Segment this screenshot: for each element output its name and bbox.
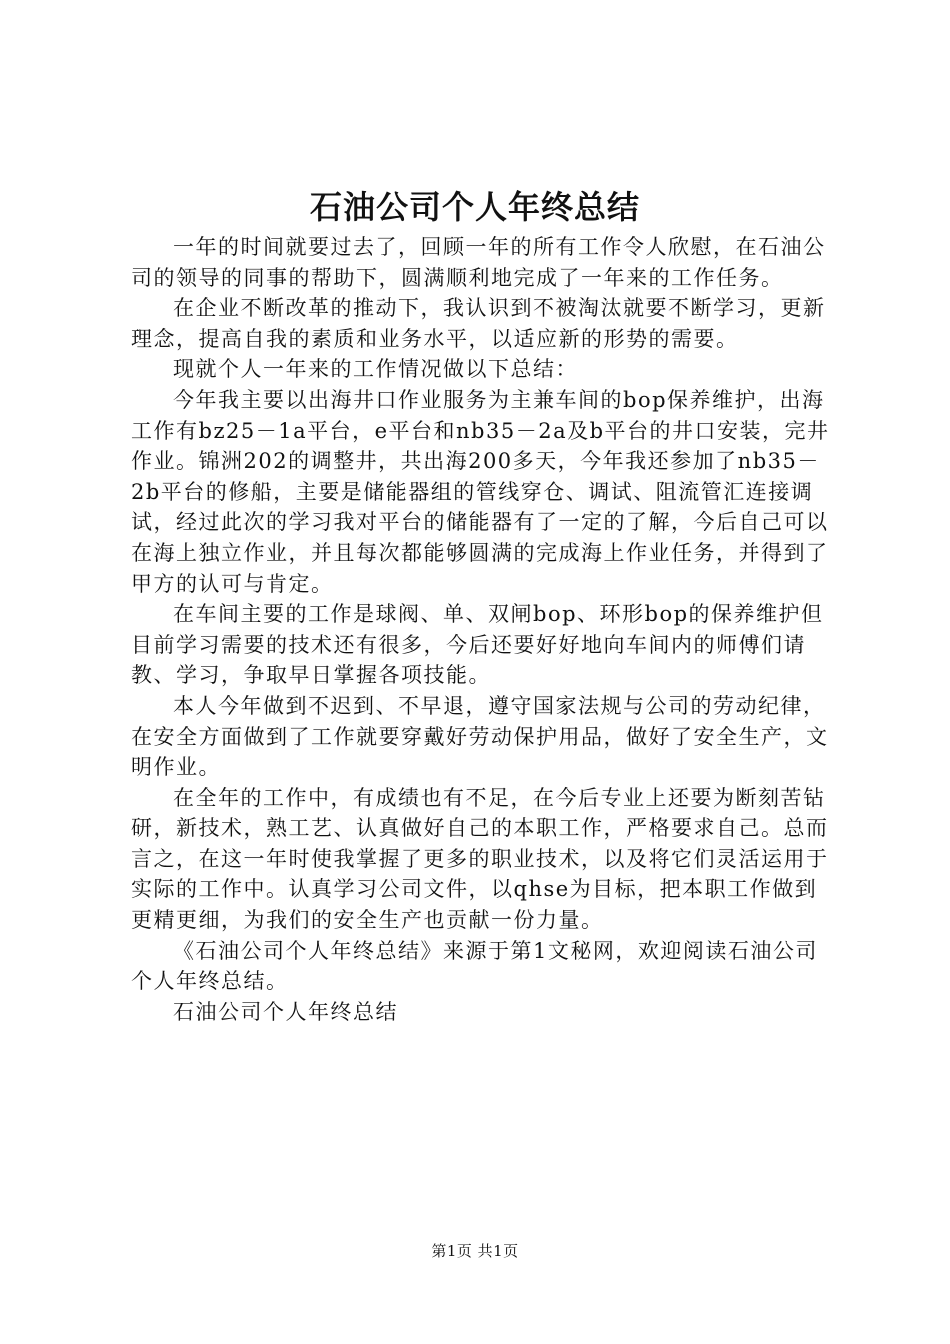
paragraph-6: 本人今年做到不迟到、不早退，遵守国家法规与公司的劳动纪律，在安全方面做到了工作就要穿戴好劳动保护用品，做好了安全生产，文明作业。 (131, 693, 829, 780)
document-body (131, 232, 837, 1027)
paragraph-5: 在车间主要的工作是球阀、单、双闸bop、环形bop的保养维护但目前学习需要的技术还有很多，今后还要好好地向车间内的师傅们请教、学习，争取早日掌握各项技能。 (131, 602, 824, 688)
page-number-footer: 第1页 共1页 (431, 1242, 519, 1260)
paragraph-4: 今年我主要以出海井口作业服务为主兼车间的bop保养维护，出海工作有bz25－1a平台，e平台和nb35－2a及b平台的井口安装，完井作业。锦洲202的调整井，共出海200多天，今年我还参加了nb35－2b平台的修船，主要是储能器组的管线穿仓、调试、阻流管汇连接调试，经过此次的学习我对平台的储能器有了一定的了解，今后自己可以在海上独立作业，并且每次都能够圆满的完成海上作业任务，并得到了甲方的认可与肯定。 (131, 387, 830, 596)
paragraph-3: 现就个人一年来的工作情况做以下总结： (173, 357, 578, 382)
paragraph-7: 在全年的工作中，有成绩也有不足，在今后专业上还要为断刻苦钻研，新技术，熟工艺、认真做好自己的本职工作，严格要求自己。总而言之，在这一年时使我掌握了更多的职业技术，以及将它们灵活运用于实际的工作中。认真学习公司文件，以qhse为目标，把本职工作做到更精更细，为我们的安全生产也贡献一份力量。 (131, 785, 829, 933)
paragraph-1: 一年的时间就要过去了，回顾一年的所有工作令人欣慰，在石油公司的领导的同事的帮助下，圆满顺利地完成了一年来的工作任务。 (131, 235, 826, 290)
paragraph-9: 石油公司个人年终总结 (173, 999, 398, 1024)
document-title: 石油公司个人年终总结 (309, 188, 640, 226)
paragraph-8: 《石油公司个人年终总结》来源于第1文秘网，欢迎阅读石油公司个人年终总结。 (131, 938, 818, 994)
paragraph-2: 在企业不断改革的推动下，我认识到不被淘汰就要不断学习，更新理念，提高自我的素质和业务水平，以适应新的形势的需要。 (131, 296, 826, 351)
